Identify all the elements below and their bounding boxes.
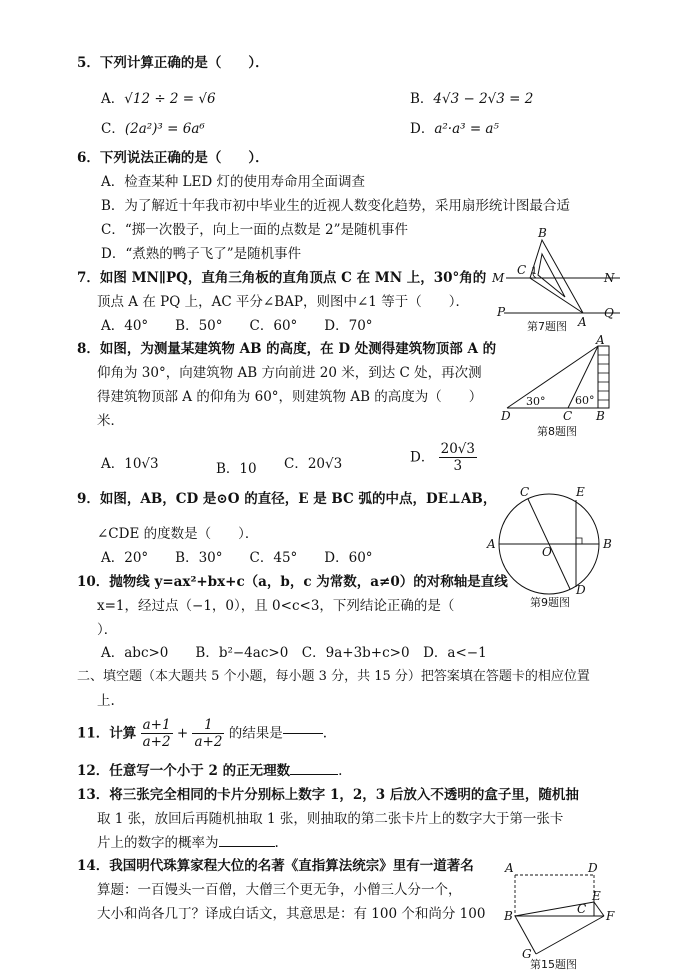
q9-figure bbox=[487, 485, 620, 597]
q5-option-a-expr: √12 ÷ 2 = √6 bbox=[124, 91, 216, 107]
q11-f1-numerator: a+1 bbox=[142, 717, 171, 733]
q5-option-d: D．a²·a³ = a⁵ bbox=[410, 121, 499, 137]
q15-caption: 第15题图 bbox=[530, 958, 577, 971]
q7-line1: 7．如图 MN∥PQ，直角三角板的直角顶点 C 在 MN 上，30°角的 bbox=[77, 270, 487, 286]
q14-line3: 大小和尚各几丁？译成白话文，其意思是：有 100 个和尚分 100 bbox=[97, 906, 486, 922]
section2-heading-cont: 上. bbox=[97, 693, 115, 709]
q5-stem: 5．下列计算正确的是（ ）． bbox=[77, 55, 269, 71]
section2-heading: 二、填空题（本大题共 5 个小题，每小题 3 分，共 15 分）把答案填在答题卡的相应位置 bbox=[77, 669, 590, 684]
q5-option-b: B．4√3 − 2√3 = 2 bbox=[410, 91, 534, 107]
q15-figure bbox=[500, 858, 625, 963]
q8-option-a: A．10√3 bbox=[101, 456, 159, 472]
q12-text: 12．任意写一个小于 2 的正无理数 bbox=[77, 763, 291, 779]
q15-label-c: C bbox=[577, 902, 587, 916]
q8-option-d-fraction bbox=[439, 441, 477, 474]
q12-answer-blank[interactable] bbox=[290, 774, 338, 775]
q6-option-c: C．“掷一次骰子，向上一面的点数是 2”是随机事件 bbox=[101, 222, 409, 238]
q8-line4: 米． bbox=[97, 413, 124, 429]
q8-line2: 仰角为 30°，向建筑物 AB 方向前进 20 米，到达 C 处，再次测 bbox=[97, 365, 482, 381]
q13-line1: 13．将三张完全相同的卡片分别标上数字 1，2，3 后放入不透明的盒子里，随机抽 bbox=[77, 787, 579, 803]
q7-label-a: A bbox=[578, 315, 587, 329]
q11-answer-blank[interactable] bbox=[283, 733, 323, 734]
q12: 12．任意写一个小于 2 的正无理数 . bbox=[77, 763, 343, 779]
q5-option-c: C．(2a²)³ = 6a⁶ bbox=[101, 121, 205, 137]
q7-options: A．40° B．50° C．60° D．70° bbox=[101, 318, 373, 334]
q8-label-30: 30° bbox=[526, 395, 546, 408]
q5-option-d-expr: a²·a³ = a⁵ bbox=[434, 121, 499, 137]
q15-label-f: F bbox=[606, 909, 615, 923]
q8-figure bbox=[498, 333, 623, 426]
q7-triangle-inner bbox=[538, 254, 565, 297]
q5-option-a: A．√12 ÷ 2 = √6 bbox=[101, 91, 216, 107]
q8-option-d: D． $\frac{20√3}{3}$ bbox=[410, 441, 475, 475]
q15-label-b: B bbox=[504, 909, 513, 923]
q7-label-c: C bbox=[517, 263, 527, 277]
q8-label-d: D bbox=[501, 409, 511, 423]
q6-stem: 6．下列说法正确的是（ ）． bbox=[77, 150, 269, 166]
q11-prefix: 11．计算 bbox=[77, 725, 137, 742]
q7-label-m: M bbox=[492, 271, 505, 285]
q15-label-g: G bbox=[522, 947, 532, 961]
q11: 11．计算 $\frac{a+1}{a+2}$ + $\frac{1}{a+2}$ 的结果是 . bbox=[77, 717, 327, 751]
q8-label-c: C bbox=[563, 409, 573, 423]
q8-label-a: A bbox=[596, 333, 605, 347]
q7-label-q: Q bbox=[604, 306, 614, 320]
q11-fraction-2 bbox=[192, 717, 224, 750]
q11-f1-denominator: a+2 bbox=[142, 734, 171, 751]
q8-line3: 得建筑物顶部 A 的仰角为 60°，则建筑物 AB 的高度为（ ） bbox=[97, 389, 483, 405]
q15-label-a: A bbox=[505, 861, 514, 875]
q8-building-floors bbox=[598, 355, 609, 400]
q6-option-b: B．为了解近十年我市初中毕业生的近视人数变化趋势，采用扇形统计图最合适 bbox=[101, 198, 570, 214]
q8-label-b: B bbox=[596, 409, 605, 423]
q15-segment-gf bbox=[536, 916, 604, 954]
q14-line1: 14．我国明代珠算家程大位的名著《直指算法统宗》里有一道著名 bbox=[77, 858, 474, 874]
q10-line1: 10．抛物线 y=ax²+bx+c（a，b，c 为常数，a≠0）的对称轴是直线 bbox=[77, 574, 508, 590]
q10-options: A．abc>0 B．b²−4ac>0 C．9a+3b+c>0 D．a<−1 bbox=[101, 645, 487, 661]
q13-line2: 取 1 张，放回后再随机抽取 1 张，则抽取的第二张卡片上的数字大于第一张卡 bbox=[97, 811, 564, 827]
q7-line2: 顶点 A 在 PQ 上，AC 平分∠BAP，则图中∠1 等于（ ）． bbox=[97, 294, 469, 310]
q10-line3: ）． bbox=[97, 622, 118, 638]
q15-label-d: D bbox=[588, 861, 598, 875]
q11-f2-numerator: 1 bbox=[192, 717, 224, 734]
q8-option-d-numerator: 20√3 bbox=[440, 441, 475, 457]
q8-option-a-value: 10√3 bbox=[124, 456, 159, 472]
q9-label-b: B bbox=[603, 537, 612, 551]
q15-label-e: E bbox=[592, 889, 601, 903]
q9-options: A．20° B．30° C．45° D．60° bbox=[101, 550, 373, 566]
q9-right-angle bbox=[576, 538, 582, 544]
q7-label-p: P bbox=[497, 305, 506, 319]
q9-label-e: E bbox=[576, 485, 585, 499]
q10-line2: x=1，经过点（−1，0），且 0<c<3，下列结论正确的是（ bbox=[97, 598, 455, 614]
q8-option-c-value: 20√3 bbox=[307, 456, 343, 472]
q9-label-d: D bbox=[576, 583, 586, 597]
q9-label-a: A bbox=[487, 537, 496, 551]
q8-option-c: C．20√3 bbox=[284, 456, 343, 472]
q9-label-c: C bbox=[520, 485, 530, 499]
q6-option-a: A．检查某种 LED 灯的使用寿命用全面调查 bbox=[101, 174, 365, 190]
q13-answer-blank[interactable] bbox=[219, 846, 275, 847]
q9-label-o: O bbox=[542, 545, 552, 559]
q8-line1: 8．如图，为测量某建筑物 AB 的高度，在 D 处测得建筑物顶部 A 的 bbox=[77, 341, 497, 357]
q9-caption: 第9题图 bbox=[530, 596, 570, 609]
q6-option-d: D．“煮熟的鸭子飞了”是随机事件 bbox=[101, 246, 302, 262]
q5-option-b-expr: 4√3 − 2√3 = 2 bbox=[433, 91, 534, 107]
q8-option-b: B．10 bbox=[216, 461, 257, 477]
q11-f2-denominator: a+2 bbox=[194, 734, 223, 751]
q8-option-d-denominator: 3 bbox=[453, 458, 463, 475]
q8-label-60: 60° bbox=[575, 394, 595, 407]
q7-caption: 第7题图 bbox=[527, 320, 567, 333]
q11-fraction-1 bbox=[141, 717, 173, 750]
q15-segment-ef bbox=[594, 902, 604, 916]
q7-label-n: N bbox=[604, 271, 615, 285]
q7-label-b: B bbox=[538, 226, 547, 240]
q11-plus: + bbox=[176, 725, 189, 742]
q14-line2: 算题：一百馒头一百僧，大僧三个更无争，小僧三人分一个， bbox=[97, 882, 462, 898]
q11-suffix: 的结果是 bbox=[228, 725, 283, 742]
q9-line1: 9．如图，AB，CD 是⊙O 的直径，E 是 BC 弧的中点，DE⊥AB， bbox=[77, 491, 497, 507]
q7-label-1: 1 bbox=[531, 266, 538, 277]
q8-caption: 第8题图 bbox=[537, 425, 577, 438]
q7-triangle-outer bbox=[530, 240, 583, 313]
q9-line2: ∠CDE 的度数是（ ）． bbox=[97, 526, 259, 542]
q13-line3: 片上的数字的概率为 . bbox=[97, 835, 279, 851]
q5-option-c-expr: (2a²)³ = 6a⁶ bbox=[124, 121, 205, 137]
